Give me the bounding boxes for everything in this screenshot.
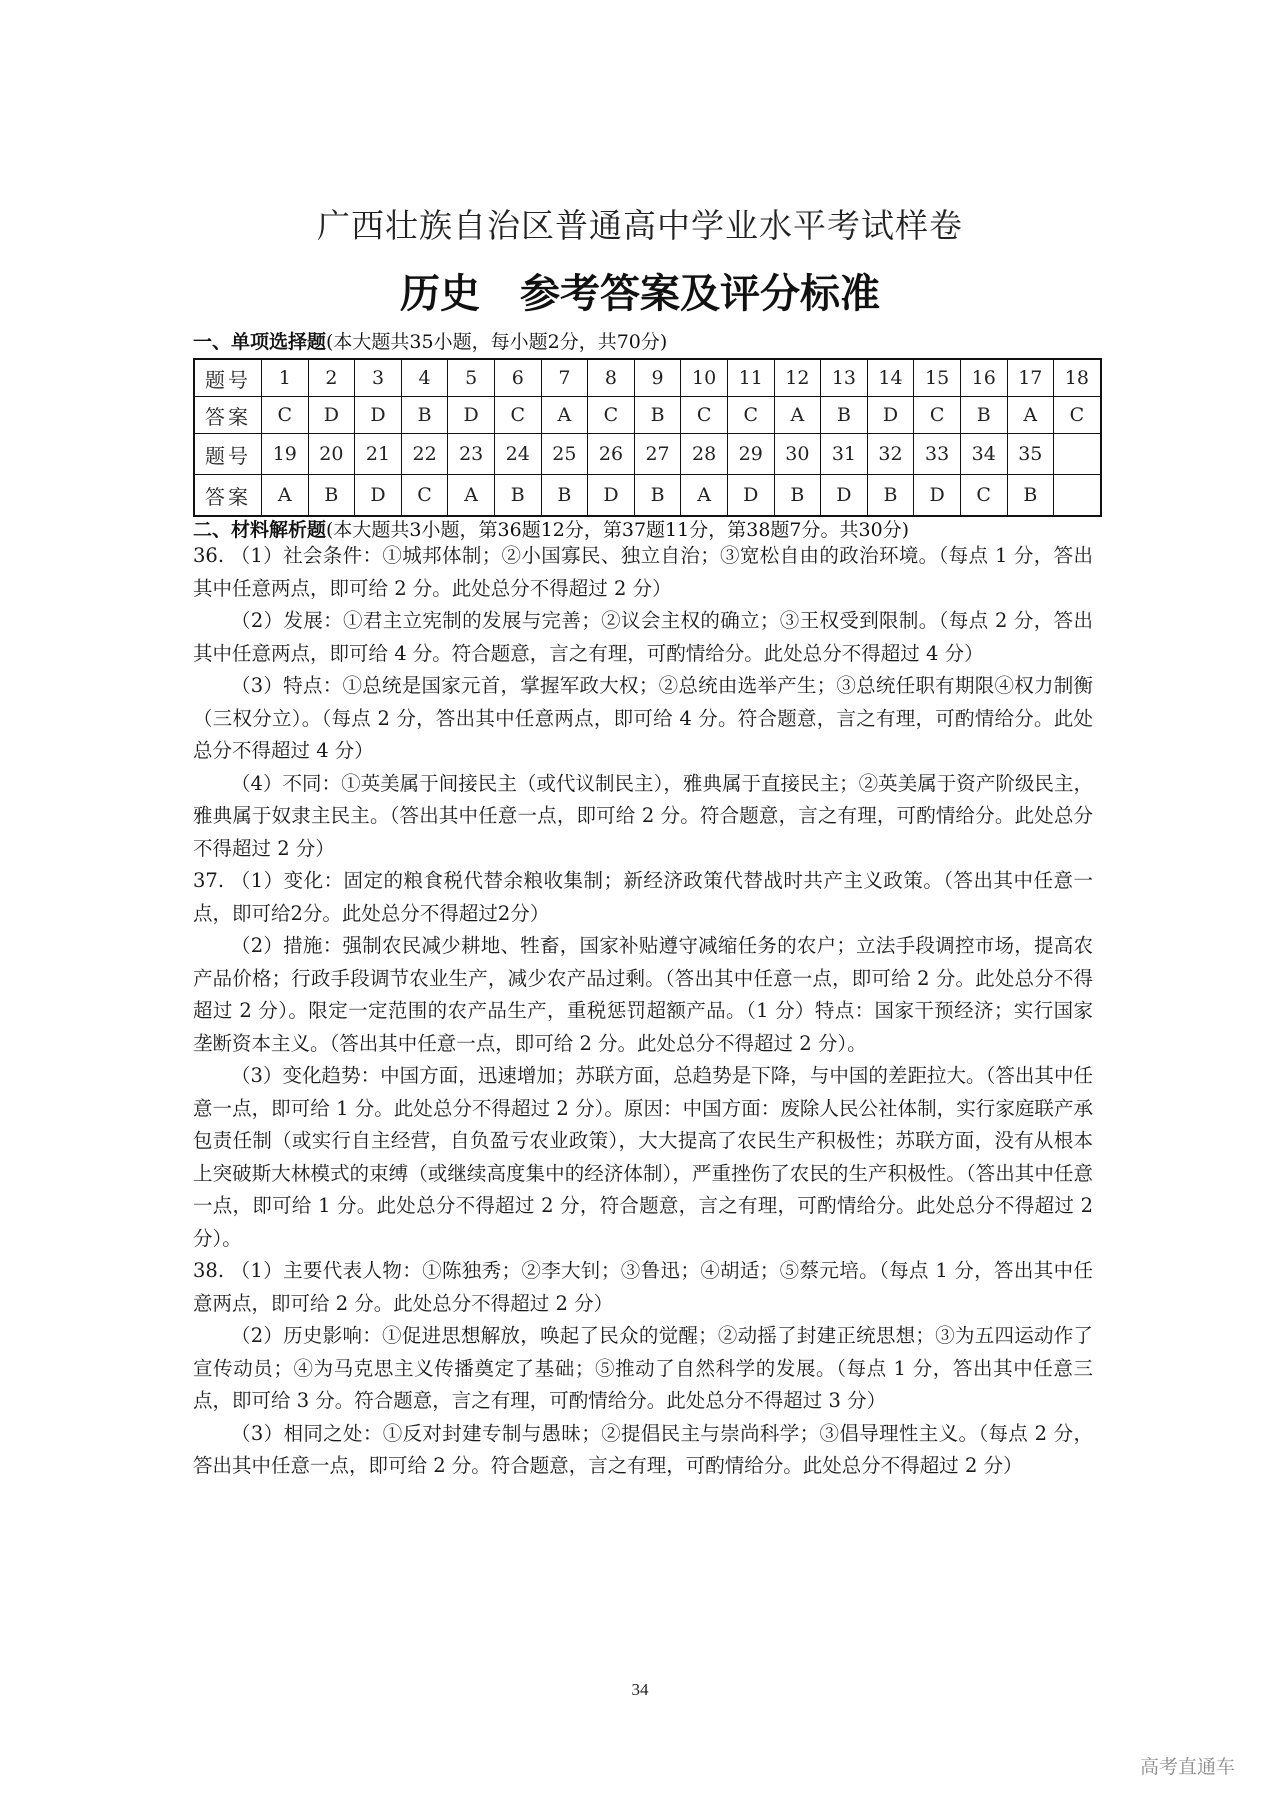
table-cell: D: [821, 475, 868, 517]
table-cell: 9: [634, 359, 681, 397]
table-cell: B: [1007, 475, 1054, 517]
table-row-numbers-2: [194, 434, 1101, 475]
table-cell: C: [1054, 397, 1101, 434]
answer-key-title: [0, 262, 1280, 319]
table-cell: 7: [541, 359, 588, 397]
table-cell: 15: [914, 359, 961, 397]
table-header-number: 题号: [194, 434, 262, 475]
table-cell: 6: [494, 359, 541, 397]
table-cell: 26: [588, 434, 635, 475]
table-cell: D: [355, 397, 402, 434]
table-cell: A: [448, 475, 495, 517]
table-cell: 8: [588, 359, 635, 397]
section1-heading-note: (本大题共35小题，每小题2分，共70分): [326, 331, 668, 353]
page-number: 34: [631, 1680, 649, 1699]
table-header-number: 题号: [194, 359, 262, 397]
answer-key-label: 参考答案及评分标准: [520, 271, 880, 317]
table-cell: 1: [262, 359, 309, 397]
answer-36-4: （4）不同：①英美属于间接民主（或代议制民主），雅典属于直接民主；②英美属于资产阶级民主，雅典属于奴隶主民主。（答出其中任意一点，即可给 2 分。符合题意，言之有理，可酌情给分。此处总分不得超过 2 分）: [193, 771, 1093, 860]
table-header-answer: 答案: [194, 475, 262, 517]
answer-table: [193, 358, 1102, 517]
table-cell: A: [262, 475, 309, 517]
table-cell: D: [448, 397, 495, 434]
table-cell: 29: [727, 434, 774, 475]
table-cell: B: [401, 397, 448, 434]
table-cell: 21: [355, 434, 402, 475]
table-cell: 11: [727, 359, 774, 397]
table-cell: 13: [821, 359, 868, 397]
table-cell: 20: [308, 434, 355, 475]
table-cell: C: [262, 397, 309, 434]
section2-heading-note: (本大题共3小题，第36题12分，第37题11分，第38题7分。共30分): [326, 519, 910, 541]
answer-content: [193, 540, 1093, 1483]
table-cell: 25: [541, 434, 588, 475]
table-cell: D: [727, 475, 774, 517]
table-cell: B: [774, 475, 821, 517]
table-cell: C: [494, 397, 541, 434]
table-cell: B: [541, 475, 588, 517]
table-cell: 16: [960, 359, 1007, 397]
table-cell: B: [960, 397, 1007, 434]
table-cell: 32: [867, 434, 914, 475]
table-cell: C: [960, 475, 1007, 517]
table-cell: 27: [634, 434, 681, 475]
table-cell: C: [914, 397, 961, 434]
section2-heading-title: 二、材料解析题: [193, 519, 327, 541]
section2-heading: [193, 515, 909, 542]
table-cell: 18: [1054, 359, 1101, 397]
table-cell: 12: [774, 359, 821, 397]
table-cell: 33: [914, 434, 961, 475]
table-cell: A: [541, 397, 588, 434]
exam-title: 广西壮族自治区普通高中学业水平考试样卷: [317, 206, 963, 245]
answer-36-2: （2）发展：①君主立宪制的发展与完善；②议会主权的确立；③王权受到限制。（每点 2 分，答出其中任意两点，即可给 4 分。符合题意，言之有理，可酌情给分。此处总分不得超过 4 分）: [193, 609, 1093, 665]
table-cell: B: [494, 475, 541, 517]
table-cell: 19: [262, 434, 309, 475]
table-cell: 34: [960, 434, 1007, 475]
watermark-text: 高考直通车: [1140, 1756, 1236, 1778]
section1-heading-title: 一、单项选择题: [193, 331, 327, 353]
table-cell: 17: [1007, 359, 1054, 397]
table-cell: B: [308, 475, 355, 517]
answer-37-1: 37. （1）变化：固定的粮食税代替余粮收集制；新经济政策代替战时共产主义政策。（答出其中任意一点，即可给2分。此处总分不得超过2分）: [193, 869, 1093, 925]
table-cell: 31: [821, 434, 868, 475]
table-cell: D: [588, 475, 635, 517]
table-cell: D: [355, 475, 402, 517]
table-header-answer: 答案: [194, 397, 262, 434]
answer-38-3: （3）相同之处：①反对封建专制与愚昧；②提倡民主与崇尚科学；③倡导理性主义。（每点 2 分，答出其中任意一点，即可给 2 分。符合题意，言之有理，可酌情给分。此处总分不得超过 2 分）: [193, 1421, 1093, 1477]
table-cell: 35: [1007, 434, 1054, 475]
table-cell: A: [774, 397, 821, 434]
table-cell: [1054, 434, 1101, 475]
table-cell: D: [914, 475, 961, 517]
table-cell: 22: [401, 434, 448, 475]
table-cell: 3: [355, 359, 402, 397]
table-cell: 23: [448, 434, 495, 475]
table-cell: C: [727, 397, 774, 434]
table-cell: A: [1007, 397, 1054, 434]
table-cell: B: [634, 475, 681, 517]
table-cell: 10: [681, 359, 728, 397]
table-row-answers-2: [194, 475, 1101, 517]
table-cell: 14: [867, 359, 914, 397]
table-cell: 30: [774, 434, 821, 475]
table-cell: 24: [494, 434, 541, 475]
answer-36-1: 36. （1）社会条件：①城邦体制；②小国寡民、独立自治；③宽松自由的政治环境。（每点 1 分，答出其中任意两点，即可给 2 分。此处总分不得超过 2 分）: [193, 544, 1093, 600]
section1-heading: [193, 327, 667, 354]
table-cell: 5: [448, 359, 495, 397]
subject-label: 历史: [400, 271, 480, 317]
table-cell: 28: [681, 434, 728, 475]
table-cell: B: [867, 475, 914, 517]
table-cell: B: [821, 397, 868, 434]
answer-36-3: （3）特点：①总统是国家元首，掌握军政大权；②总统由选举产生；③总统任职有期限④权力制衡（三权分立）。（每点 2 分，答出其中任意两点，即可给 4 分。符合题意，言之有理，可酌情给分。此处总分不得超过 4 分）: [193, 674, 1093, 762]
table-cell: C: [681, 397, 728, 434]
table-cell: 2: [308, 359, 355, 397]
answer-37-3: （3）变化趋势：中国方面，迅速增加；苏联方面，总趋势是下降，与中国的差距拉大。（答出其中任意一点，即可给 1 分。此处总分不得超过 2 分）。原因：中国方面：废除人民公社体制，实行家庭联产承包责任制（或实行自主经营，自负盈亏农业政策），大大提高了农民生产积极性；苏联方面，没有从根本上突破斯大林模式的束缚（或继续高度集中的经济体制），严重挫伤了农民的生产积极性。（答出其中任意一点，即可给 1 分。此处总分不得超过 2 分，符合题意，言之有理，可酌情给分。此处总分不得超过 2 分）。: [193, 1064, 1093, 1250]
table-cell: B: [634, 397, 681, 434]
table-cell: C: [588, 397, 635, 434]
answer-38-1: 38. （1）主要代表人物：①陈独秀；②李大钊；③鲁迅；④胡适；⑤蔡元培。（每点 1 分，答出其中任意两点，即可给 2 分。此处总分不得超过 2 分）: [193, 1259, 1093, 1315]
table-cell: 4: [401, 359, 448, 397]
table-row-answers-1: [194, 397, 1101, 434]
table-cell: C: [401, 475, 448, 517]
table-row-numbers-1: [194, 359, 1101, 397]
table-cell: D: [308, 397, 355, 434]
table-cell: A: [681, 475, 728, 517]
answer-37-2: （2）措施：强制农民减少耕地、牲畜，国家补贴遵守减缩任务的农户；立法手段调控市场，提高农产品价格；行政手段调节农业生产，减少农产品过剩。（答出其中任意一点，即可给 2 分。此处总分不得超过 2 分）。限定一定范围的农产品生产，重税惩罚超额产品。（1 分）特点：国家干预经济；实行国家垄断资本主义。（答出其中任意一点，即可给 2 分。此处总分不得超过 2 分）。: [193, 934, 1093, 1055]
table-cell: D: [867, 397, 914, 434]
table-cell: [1054, 475, 1101, 517]
answer-38-2: （2）历史影响：①促进思想解放，唤起了民众的觉醒；②动摇了封建正统思想；③为五四运动作了宣传动员；④为马克思主义传播奠定了基础；⑤推动了自然科学的发展。（每点 1 分，答出其中任意三点，即可给 3 分。符合题意，言之有理，可酌情给分。此处总分不得超过 3 分）: [193, 1324, 1093, 1412]
